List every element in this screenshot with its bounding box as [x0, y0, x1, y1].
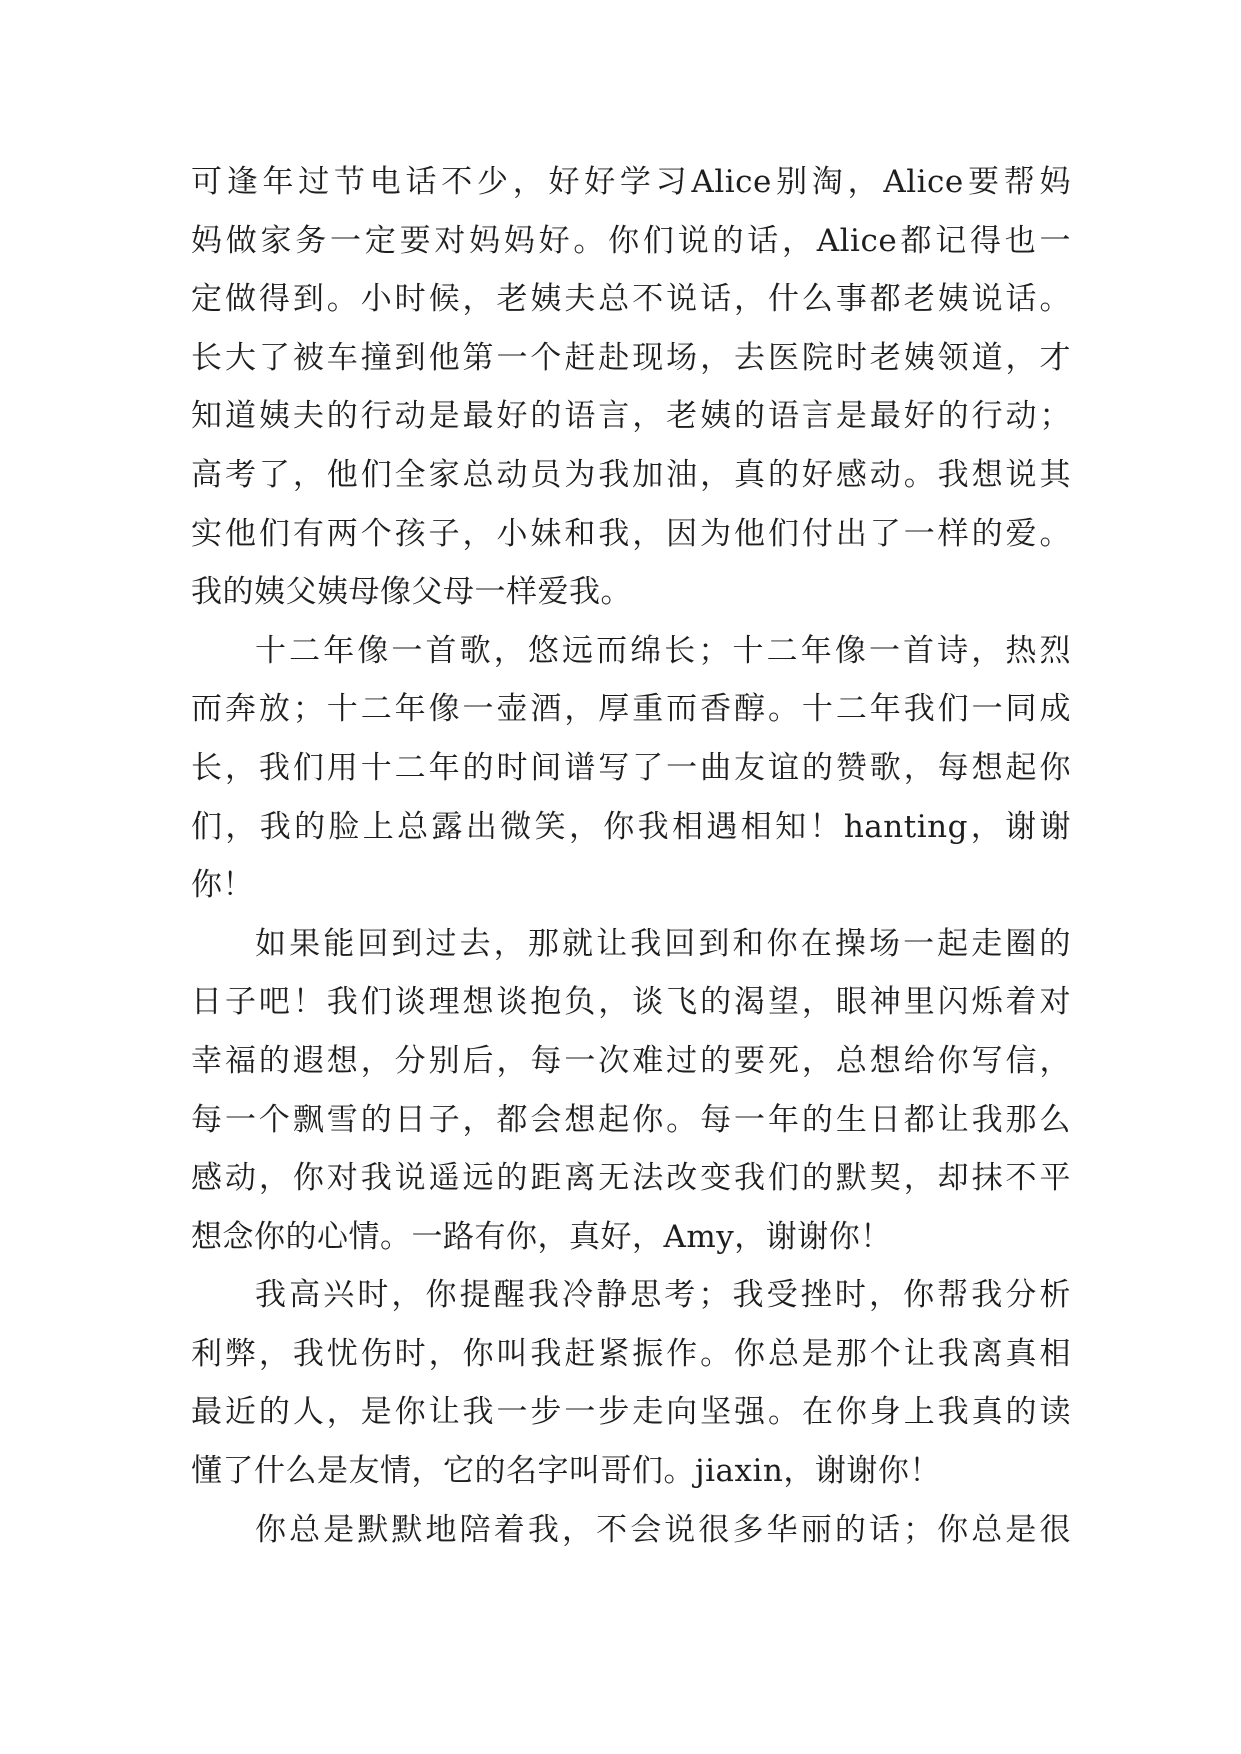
text-line: 知道姨夫的行动是最好的语言，老姨的语言是最好的行动； — [191, 398, 1071, 435]
text-line: 长大了被车撞到他第一个赶赴现场，去医院时老姨领道，才 — [191, 339, 1071, 376]
text-line: 想念你的心情。一路有你，真好，Amy，谢谢你！ — [191, 1218, 892, 1255]
text-line: 而奔放；十二年像一壶酒，厚重而香醇。十二年我们一同成 — [191, 691, 1071, 728]
text-line: 懂了什么是友情，它的名字叫哥们。jiaxin，谢谢你！ — [191, 1453, 941, 1490]
text-line: 可逢年过节电话不少，好好学习Alice别淘，Alice要帮妈 — [191, 164, 1071, 200]
document-body — [191, 160, 1071, 1566]
paragraph-first-line: 我高兴时，你提醒我冷静思考；我受挫时，你帮我分析 — [255, 1277, 1071, 1314]
text-line: 利弊，我忧伤时，你叫我赶紧振作。你总是那个让我离真相 — [191, 1335, 1071, 1372]
paragraph-first-line: 你总是默默地陪着我，不会说很多华丽的话；你总是很 — [255, 1511, 1071, 1548]
text-line: 高考了，他们全家总动员为我加油，真的好感动。我想说其 — [191, 456, 1071, 493]
text-line: 日子吧！我们谈理想谈抱负，谈飞的渴望，眼神里闪烁着对 — [191, 984, 1071, 1021]
paragraph-first-line: 十二年像一首歌，悠远而绵长；十二年像一首诗，热烈 — [255, 632, 1071, 669]
text-line: 你！ — [191, 867, 254, 904]
text-line: 长，我们用十二年的时间谱写了一曲友谊的赞歌，每想起你 — [191, 749, 1071, 786]
text-line: 最近的人，是你让我一步一步走向坚强。在你身上我真的读 — [191, 1394, 1071, 1431]
text-line: 幸福的遐想，分别后，每一次难过的要死，总想给你写信， — [191, 1042, 1071, 1079]
text-line: 我的姨父姨母像父母一样爱我。 — [191, 574, 632, 611]
text-line: 感动，你对我说遥远的距离无法改变我们的默契，却抹不平 — [191, 1160, 1071, 1197]
text-line: 定做得到。小时候，老姨夫总不说话，什么事都老姨说话。 — [191, 281, 1071, 318]
paragraph-first-line: 如果能回到过去，那就让我回到和你在操场一起走圈的 — [255, 925, 1071, 962]
text-line: 每一个飘雪的日子，都会想起你。每一年的生日都让我那么 — [191, 1101, 1071, 1138]
text-line: 实他们有两个孩子，小妹和我，因为他们付出了一样的爱。 — [191, 515, 1071, 552]
text-line: 们，我的脸上总露出微笑，你我相遇相知！hanting，谢谢 — [191, 808, 1071, 845]
text-line: 妈做家务一定要对妈妈好。你们说的话，Alice都记得也一 — [191, 222, 1071, 259]
